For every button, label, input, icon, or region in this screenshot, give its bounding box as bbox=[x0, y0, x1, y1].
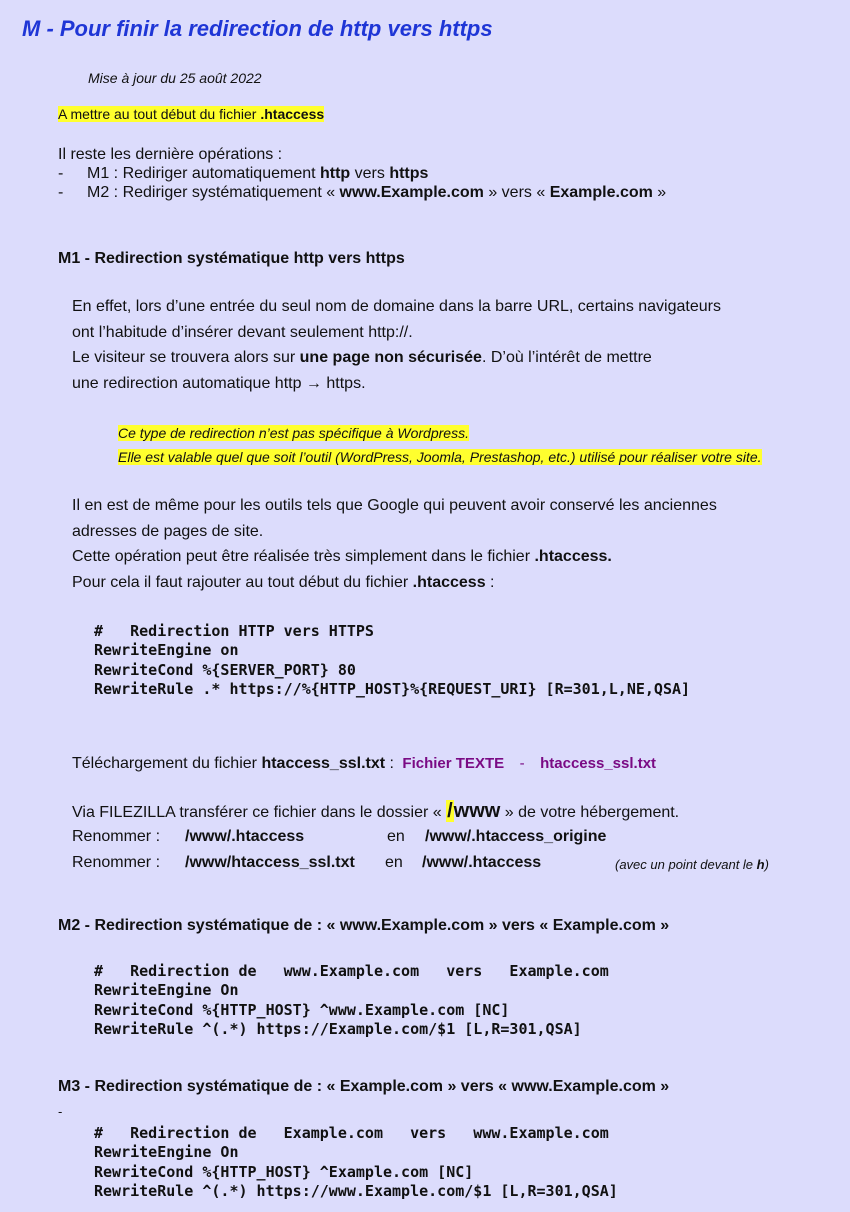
code-line: RewriteEngine On bbox=[94, 1143, 239, 1162]
code-line: # Redirection HTTP vers HTTPS bbox=[94, 622, 374, 640]
intro-item: - M1 : Rediriger automatiquement http vers https bbox=[58, 165, 429, 182]
code-line: RewriteCond %{HTTP_HOST} ^www.Example.com [NC] bbox=[94, 1000, 510, 1019]
download-line: Téléchargement du fichier htaccess_ssl.txt : Fichier TEXTE - htaccess_ssl.txt bbox=[72, 755, 657, 772]
m1-paragraph: Il en est de même pour les outils tels que Google qui peuvent avoir conservé les anciennes bbox=[72, 497, 717, 514]
htaccess-note bbox=[58, 106, 324, 122]
code-block-m2 bbox=[94, 962, 609, 1039]
m1-paragraph: En effet, lors d’une entrée du seul nom de domaine dans la barre URL, certains navigateurs bbox=[72, 298, 721, 315]
update-date: Mise à jour du 25 août 2022 bbox=[88, 70, 262, 86]
m1-paragraph: adresses de pages de site. bbox=[72, 523, 264, 540]
rename-en: en bbox=[387, 828, 405, 845]
code-line: RewriteCond %{SERVER_PORT} 80 bbox=[94, 660, 356, 679]
rename-label: Renommer : bbox=[72, 854, 161, 871]
warning-line: Elle est valable quel que soit l’outil (WordPress, Joomla, Prestashop, etc.) utilisé pour réaliser votre site. bbox=[118, 449, 762, 465]
intro-heading: Il reste les dernière opérations : bbox=[58, 146, 283, 163]
m1-paragraph: une redirection automatique http → https. bbox=[72, 375, 366, 392]
download-link-texte[interactable]: Fichier TEXTE bbox=[402, 755, 505, 772]
m1-paragraph: Pour cela il faut rajouter au tout début du fichier .htaccess : bbox=[72, 574, 495, 591]
code-block-m3 bbox=[94, 1124, 618, 1201]
code-line: RewriteRule ^(.*) https://Example.com/$1 [L,R=301,QSA] bbox=[94, 1019, 582, 1038]
rename-label: Renommer : bbox=[72, 828, 161, 845]
note-file: .htaccess bbox=[260, 106, 325, 122]
rename-from: /www/htaccess_ssl.txt bbox=[185, 854, 355, 871]
page-title: M - Pour finir la redirection de http vers https bbox=[22, 16, 493, 41]
warning-line: Ce type de redirection n’est pas spécifique à Wordpress. bbox=[118, 425, 469, 441]
m1-paragraph: Cette opération peut être réalisée très simplement dans le fichier .htaccess. bbox=[72, 548, 612, 565]
rename-en: en bbox=[385, 854, 403, 871]
download-link-htaccess-ssl[interactable]: htaccess_ssl.txt bbox=[540, 755, 657, 772]
section-m2-heading: M2 - Redirection systématique de : « www.Example.com » vers « Example.com » bbox=[58, 917, 670, 934]
code-line: RewriteCond %{HTTP_HOST} ^Example.com [NC] bbox=[94, 1162, 474, 1181]
intro-item: - M2 : Rediriger systématiquement « www.Example.com » vers « Example.com » bbox=[58, 184, 667, 201]
rename-to: /www/.htaccess_origine bbox=[425, 828, 607, 845]
stray-dash: - bbox=[58, 1104, 63, 1119]
m1-paragraph: Le visiteur se trouvera alors sur une page non sécurisée. D’où l’intérêt de mettre bbox=[72, 349, 652, 366]
section-m1-heading: M1 - Redirection systématique http vers https bbox=[58, 250, 405, 267]
m1-paragraph: ont l’habitude d’insérer devant seulement http://. bbox=[72, 324, 413, 341]
rename-to: /www/.htaccess bbox=[422, 854, 542, 871]
code-line: RewriteEngine On bbox=[94, 981, 239, 1000]
code-line: # Redirection de www.Example.com vers Example.com bbox=[94, 962, 609, 980]
code-line: # Redirection de Example.com vers www.Example.com bbox=[94, 1124, 609, 1142]
code-line: RewriteRule .* https://%{HTTP_HOST}%{REQUEST_URI} [R=301,L,NE,QSA] bbox=[94, 679, 691, 698]
note-text: A mettre au tout début du fichier bbox=[58, 106, 261, 122]
code-line: RewriteRule ^(.*) https://www.Example.com/$1 [L,R=301,QSA] bbox=[94, 1181, 618, 1200]
filezilla-instruction: Via FILEZILLA transférer ce fichier dans le dossier « /www » de votre hébergement. bbox=[72, 800, 680, 822]
rename-from: /www/.htaccess bbox=[185, 828, 305, 845]
code-block-m1 bbox=[94, 622, 690, 699]
code-line: RewriteEngine on bbox=[94, 641, 239, 660]
rename-note: (avec un point devant le h) bbox=[615, 857, 769, 872]
section-m3-heading: M3 - Redirection systématique de : « Example.com » vers « www.Example.com » bbox=[58, 1078, 670, 1095]
